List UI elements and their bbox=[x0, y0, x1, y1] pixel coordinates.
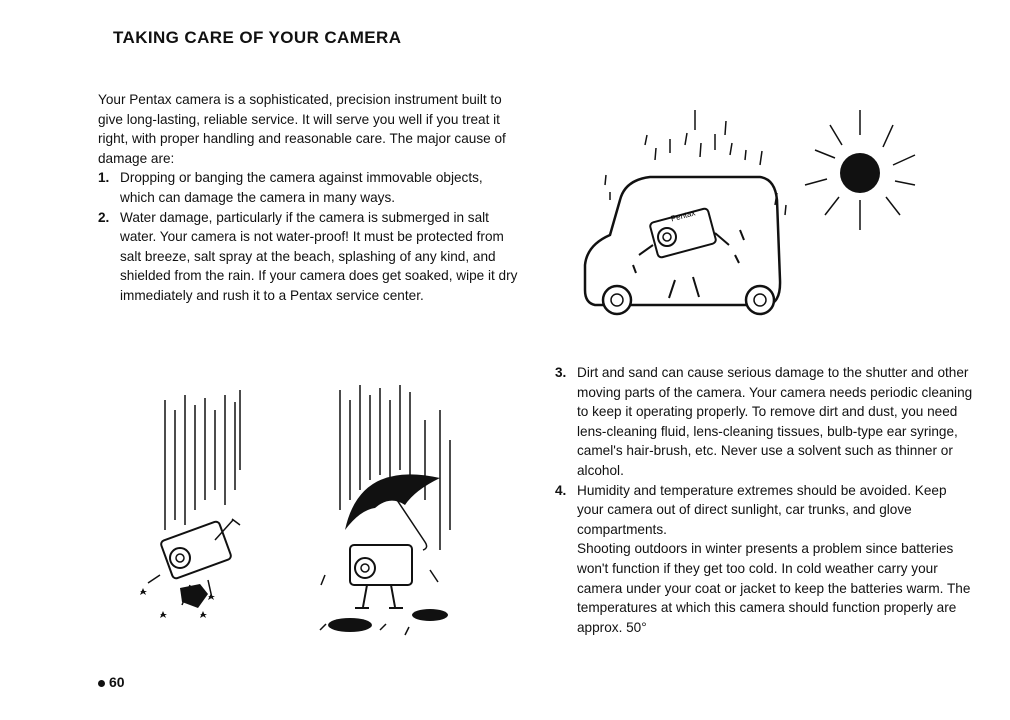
list-number: 3. bbox=[555, 365, 567, 380]
page-title: TAKING CARE OF YOUR CAMERA bbox=[113, 28, 402, 47]
list-item bbox=[555, 363, 975, 481]
page-number-text: 60 bbox=[109, 674, 125, 690]
list-text: Dirt and sand can cause serious damage to the shutter and other moving parts of the camera. Your camera needs periodic cleaning to keep it operating properly. To remove dirt and dust, you need lens-cleaning fluid, lens-cleaning tissues, bulb-type ear syringe, camel's hair-brush, etc. Never use a solvent such as thinner or alcohol. bbox=[577, 365, 973, 478]
care-column bbox=[555, 363, 975, 637]
list-text: Water damage, particularly if the camera is submerged in salt water. Your camera is not water-proof! It must be protected from salt breeze, salt spray at the beach, splashing of any kind, and shielded from the rain. If your camera does get soaked, wipe it dry immediately and rush it to a Pentax service center. bbox=[120, 209, 518, 303]
list-number: 1. bbox=[98, 170, 110, 186]
dropped-camera-illustration bbox=[120, 390, 260, 630]
car-in-sun-illustration bbox=[575, 105, 935, 330]
list-item bbox=[98, 208, 518, 306]
damage-list-continued bbox=[555, 363, 975, 539]
list-item bbox=[555, 481, 975, 540]
list-number: 2. bbox=[98, 209, 110, 225]
list-text: Dropping or banging the camera against immovable objects, which can damage the camera in many ways. bbox=[120, 170, 483, 205]
damage-list bbox=[98, 168, 518, 305]
page-number bbox=[98, 674, 125, 690]
camera-brand-label: Pentax bbox=[669, 208, 697, 224]
list-text: Humidity and temperature extremes should be avoided. Keep your camera out of direct sunlight, car trunks, and glove compartments. bbox=[577, 482, 947, 537]
list-item bbox=[98, 168, 518, 207]
intro-column bbox=[98, 90, 518, 306]
list-number: 4. bbox=[555, 482, 567, 498]
winter-paragraph: Shooting outdoors in winter presents a problem since batteries won't function if they get too cold. In cold weather carry your camera under your coat or jacket to keep the batteries warm. The temperatures at which this camera should function properly are approx. 50° bbox=[577, 541, 971, 635]
intro-paragraph: Your Pentax camera is a sophisticated, precision instrument built to give long-lasting, reliable service. It will serve you well if you treat it right, with proper handling and reasonable care. The major cause of damage are: bbox=[98, 92, 506, 166]
camera-in-rain-illustration bbox=[305, 380, 480, 650]
bullet-dot bbox=[98, 680, 105, 687]
